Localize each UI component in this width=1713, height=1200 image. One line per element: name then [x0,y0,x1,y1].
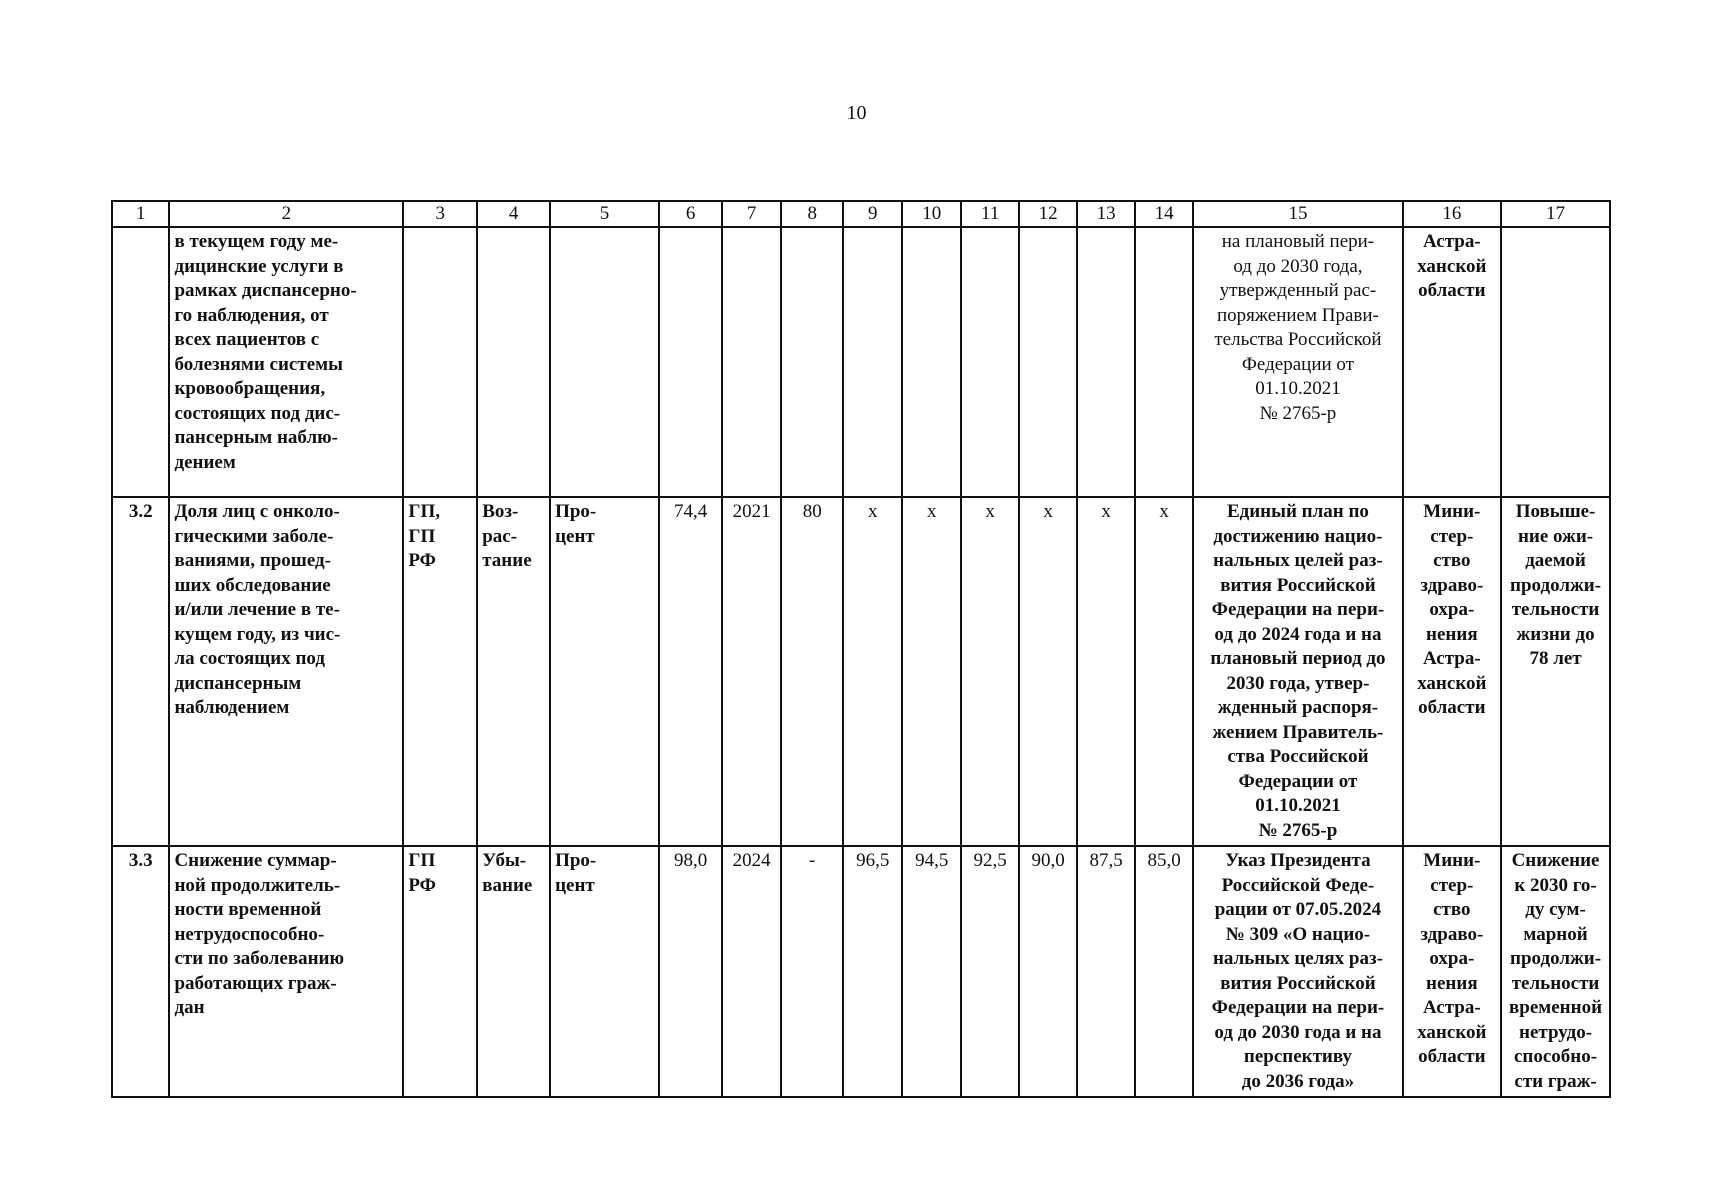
header-cell: 4 [477,201,550,227]
header-cell: 12 [1019,201,1077,227]
header-cell: 7 [722,201,780,227]
value-cell: 94,5 [902,846,962,1097]
result-cell: Снижение к 2030 го- ду сум- марной продолжи- тельности временной нетрудо- способно- сти граж- [1501,846,1610,1097]
row-number-cell: 3.2 [112,497,169,846]
value-cell: x [843,497,901,846]
value-cell [902,227,962,497]
indicators-table [111,200,1611,1098]
row-number-cell: 3.3 [112,846,169,1097]
value-cell [1135,227,1193,497]
indicator-name-cell: Доля лиц с онколо- гическими заболе- ваниями, прошед- ших обследование и/или лечение в те- кущем году, из чис- ла состоящих под диспансерным наблюдением [169,497,403,846]
value-cell: x [1077,497,1134,846]
value-cell [961,227,1018,497]
table-row [112,846,1610,1097]
indicator-name-cell: в текущем году ме- дицинские услуги в рамках диспансерно- го наблюдения, от всех пациентов с болезнями системы кровообращения, состоящих под дис- пансерным наблю- дением [169,227,403,497]
value-cell: 85,0 [1135,846,1193,1097]
document-cell: Единый план по достижению нацио- нальных целей раз- вития Российской Федерации на пери- од до 2024 года и на плановый период до 2030 года, утвер- жденный распоря- жением Правитель- ства Российской Федерации от 01.10.2021 № 2765-р [1193,497,1402,846]
value-cell: 90,0 [1019,846,1077,1097]
header-cell: 3 [403,201,477,227]
document-cell: Указ Президента Российской Феде- рации от 07.05.2024 № 309 «О нацио- нальных целях раз- вития Российской Федерации на пери- од до 2030 года и на перспективу до 2036 года» [1193,846,1402,1097]
responsible-cell: Мини- стер- ство здраво- охра- нения Астра- ханской области [1403,497,1501,846]
header-cell: 16 [1403,201,1501,227]
table-row [112,497,1610,846]
value-cell: x [1019,497,1077,846]
unit-cell: Про- цент [550,497,659,846]
document-cell: на плановый пери- од до 2030 года, утвержденный рас- поряжением Прави- тельства Российской Федерации от 01.10.2021 № 2765-р [1193,227,1402,497]
value-cell: 92,5 [961,846,1018,1097]
header-cell: 10 [902,201,962,227]
unit-cell [550,227,659,497]
header-cell: 2 [169,201,403,227]
level-cell [403,227,477,497]
base-year-cell [722,227,780,497]
table-row [112,227,1610,497]
result-cell: Повыше- ние ожи- даемой продолжи- тельности жизни до 78 лет [1501,497,1610,846]
base-value-cell [659,227,723,497]
level-cell: ГП, ГП РФ [403,497,477,846]
trend-cell: Воз- рас- тание [477,497,550,846]
header-cell: 13 [1077,201,1134,227]
responsible-cell: Астра- ханской области [1403,227,1501,497]
value-cell [1077,227,1134,497]
value-cell: 96,5 [843,846,901,1097]
base-value-cell: 74,4 [659,497,723,846]
header-cell: 17 [1501,201,1610,227]
header-cell: 5 [550,201,659,227]
unit-cell: Про- цент [550,846,659,1097]
page-number: 10 [846,102,867,124]
value-cell: x [1135,497,1193,846]
header-row [112,201,1610,227]
header-cell: 9 [843,201,901,227]
header-cell: 6 [659,201,723,227]
result-cell [1501,227,1610,497]
value-cell: 87,5 [1077,846,1134,1097]
base-year-cell: 2021 [722,497,780,846]
header-cell: 14 [1135,201,1193,227]
value-cell: x [961,497,1018,846]
header-cell: 8 [781,201,844,227]
level-cell: ГП РФ [403,846,477,1097]
base-value-cell: 98,0 [659,846,723,1097]
value-cell [781,227,844,497]
trend-cell: Убы- вание [477,846,550,1097]
row-number-cell [112,227,169,497]
value-cell: x [902,497,962,846]
indicator-name-cell: Снижение суммар- ной продолжитель- ности временной нетрудоспособно- сти по заболеванию работающих граж- дан [169,846,403,1097]
value-cell [843,227,901,497]
header-cell: 11 [961,201,1018,227]
header-cell: 15 [1193,201,1402,227]
base-year-cell: 2024 [722,846,780,1097]
trend-cell [477,227,550,497]
value-cell: 80 [781,497,844,846]
value-cell: - [781,846,844,1097]
header-cell: 1 [112,201,169,227]
responsible-cell: Мини- стер- ство здраво- охра- нения Астра- ханской области [1403,846,1501,1097]
value-cell [1019,227,1077,497]
